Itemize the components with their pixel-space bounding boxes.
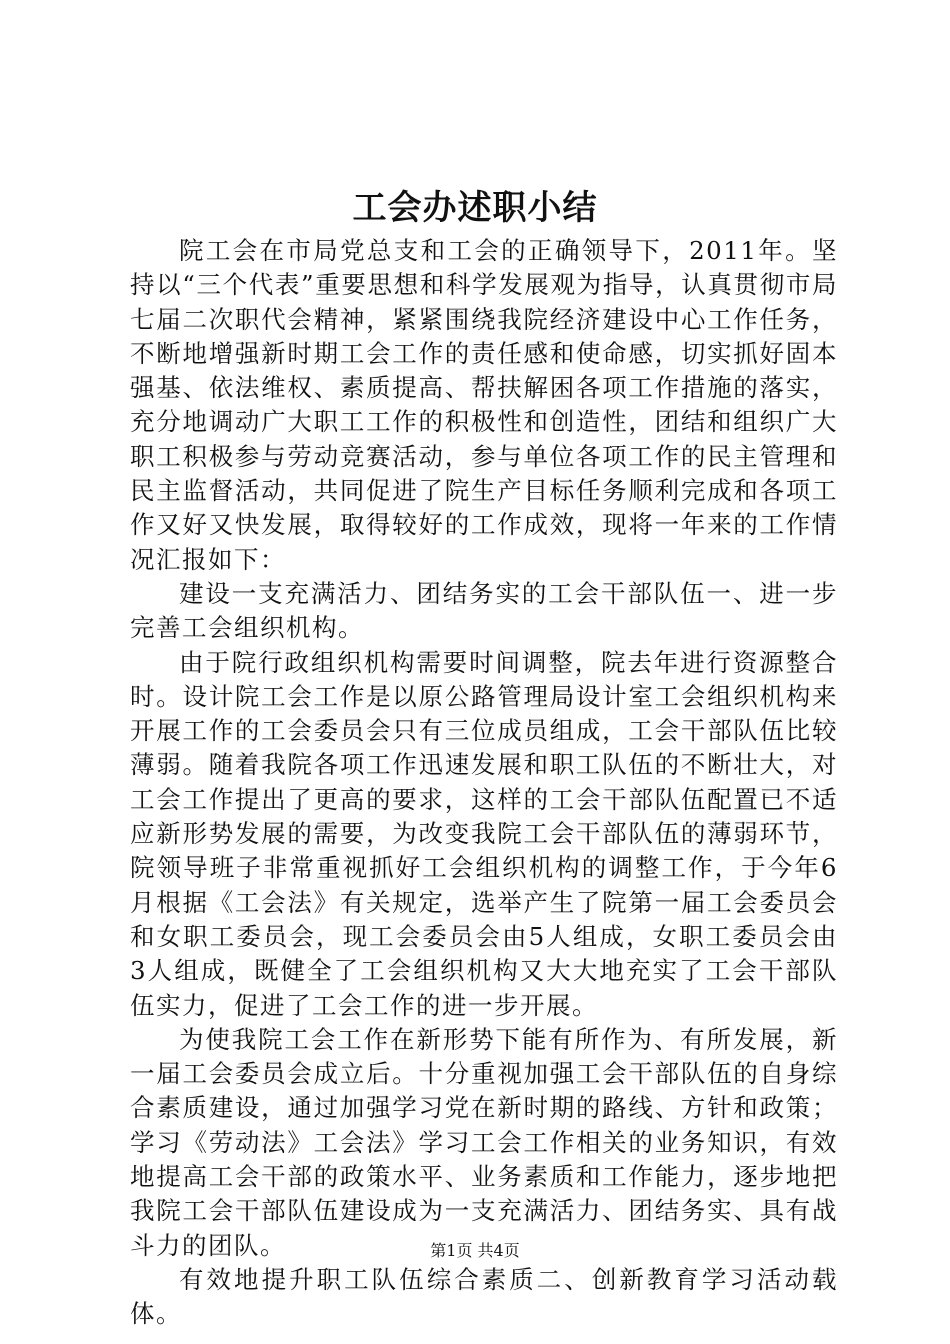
page-number-footer: 第1页 共4页 [430,1241,520,1260]
document-body [130,234,838,1332]
paragraph-section-heading-1: 建设一支充满活力、团结务实的工会干部队伍一、进一步完善工会组织机构。 [130,578,838,643]
paragraph-team-building: 为使我院工会工作在新形势下能有所作为、有所发展，新一届工会委员会成立后。十分重视加强工会干部队伍的自身综合素质建设，通过加强学习党在新时期的路线、方针和政策；学习《劳动法》工会法》学习工会工作相关的业务知识，有效地提高工会干部的政策水平、业务素质和工作能力，逐步地把我院工会干部队伍建设成为一支充满活力、团结务实、具有战斗力的团队。 [130,1024,838,1260]
paragraph-section-heading-2: 有效地提升职工队伍综合素质二、创新教育学习活动载体。 [130,1264,838,1329]
paragraph-intro: 院工会在市局党总支和工会的正确领导下，2011年。坚持以“三个代表”重要思想和科学发展观为指导，认真贯彻市局七届二次职代会精神，紧紧围绕我院经济建设中心工作任务，不断地增强新时期工会工作的责任感和使命感，切实抓好固本强基、依法维权、素质提高、帮扶解困各项工作措施的落实，充分地调动广大职工工作的积极性和创造性，团结和组织广大职工积极参与劳动竞赛活动，参与单位各项工作的民主管理和民主监督活动，共同促进了院生产目标任务顺利完成和各项工作又好又快发展，取得较好的工作成效，现将一年来的工作情况汇报如下： [130,236,838,574]
document-title: 工会办述职小结 [352,188,598,228]
paragraph-organization: 由于院行政组织机构需要时间调整，院去年进行资源整合时。设计院工会工作是以原公路管理局设计室工会组织机构来开展工作的工会委员会只有三位成员组成，工会干部队伍比较薄弱。随着我院各项工作迅速发展和职工队伍的不断壮大，对工会工作提出了更高的要求，这样的工会干部队伍配置已不适应新形势发展的需要，为改变我院工会干部队伍的薄弱环节，院领导班子非常重视抓好工会组织机构的调整工作，于今年6月根据《工会法》有关规定，选举产生了院第一届工会委员会和女职工委员会，现工会委员会由5人组成，女职工委员会由3人组成，既健全了工会组织机构又大大地充实了工会干部队伍实力，促进了工会工作的进一步开展。 [130,647,838,1020]
